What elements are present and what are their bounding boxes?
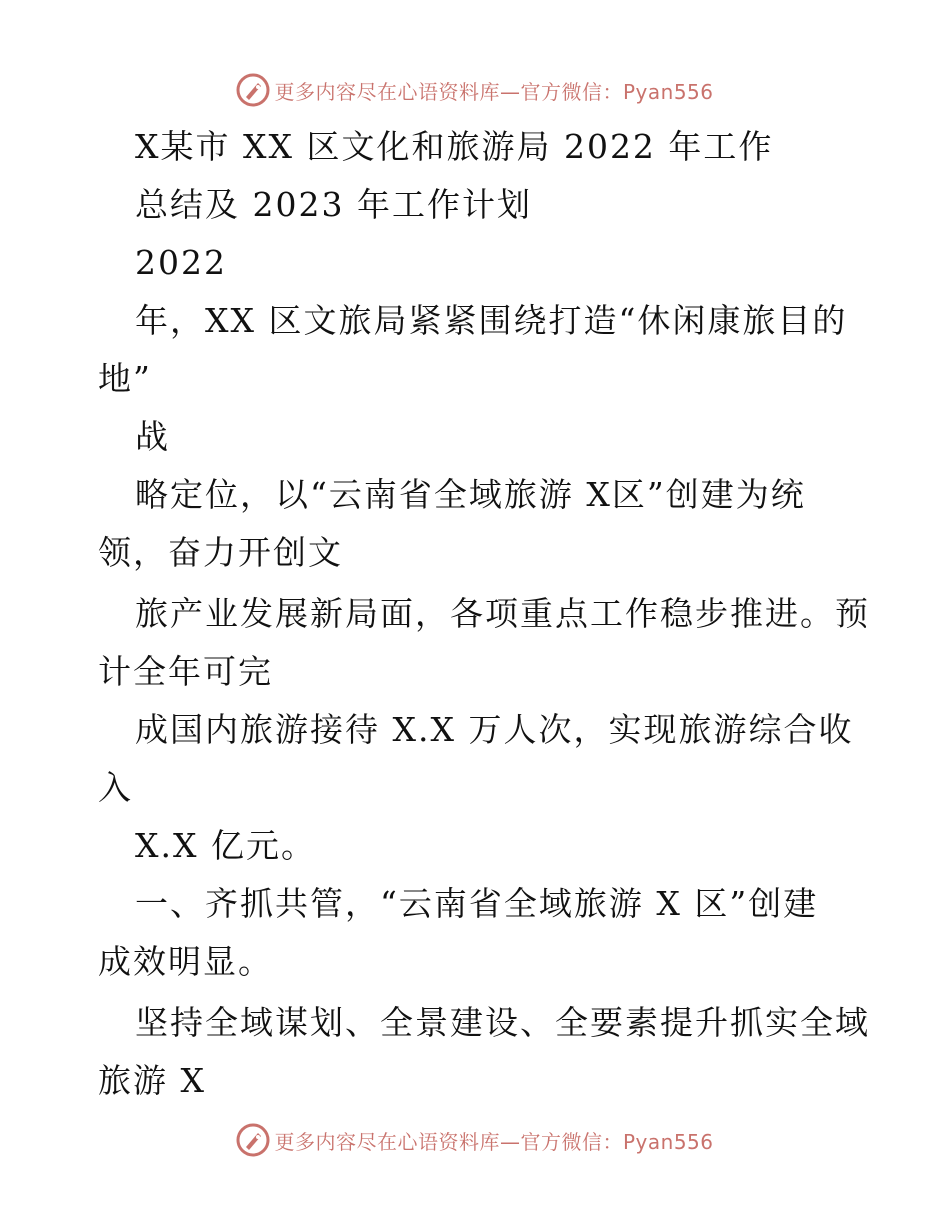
- text-line: 战: [135, 417, 170, 456]
- header-watermark-banner: [0, 70, 950, 110]
- text-line: 入: [98, 768, 133, 807]
- watermark-text: 更多内容尽在心语资料库—官方微信：Pyan556: [274, 79, 714, 104]
- title-line-2: 总结及 2023 年工作计划: [135, 185, 532, 224]
- section-heading-line-2: 成效明显。: [98, 942, 273, 981]
- text-line: 略定位，以“云南省全域旅游 X区”创建为统: [135, 475, 806, 514]
- footer-watermark-banner: [0, 1120, 950, 1160]
- text-line: 2022: [135, 243, 227, 282]
- fountain-pen-logo-icon: [236, 1123, 270, 1157]
- text-line: 旅游 X: [98, 1061, 206, 1100]
- text-line: 年，XX 区文旅局紧紧围绕打造“休闲康旅目的: [135, 301, 848, 340]
- section-heading-line-1: 一、齐抓共管，“云南省全域旅游 X 区”创建: [135, 884, 819, 923]
- text-line: 地”: [98, 359, 152, 398]
- text-line: 坚持全域谋划、全景建设、全要素提升抓实全域: [135, 1003, 870, 1042]
- title-line-1: X某市 XX 区文化和旅游局 2022 年工作: [135, 127, 774, 166]
- wechat-id: Pyan556: [622, 79, 714, 104]
- text-line: X.X 亿元。: [135, 826, 316, 865]
- wechat-id: Pyan556: [622, 1129, 714, 1154]
- text-line: 旅产业发展新局面，各项重点工作稳步推进。预: [135, 594, 870, 633]
- text-line: 领，奋力开创文: [98, 533, 343, 572]
- text-line: 成国内旅游接待 X.X 万人次，实现旅游综合收: [135, 710, 854, 749]
- text-line: 计全年可完: [98, 652, 273, 691]
- fountain-pen-logo-icon: [236, 73, 270, 107]
- watermark-text: 更多内容尽在心语资料库—官方微信：Pyan556: [274, 1129, 714, 1154]
